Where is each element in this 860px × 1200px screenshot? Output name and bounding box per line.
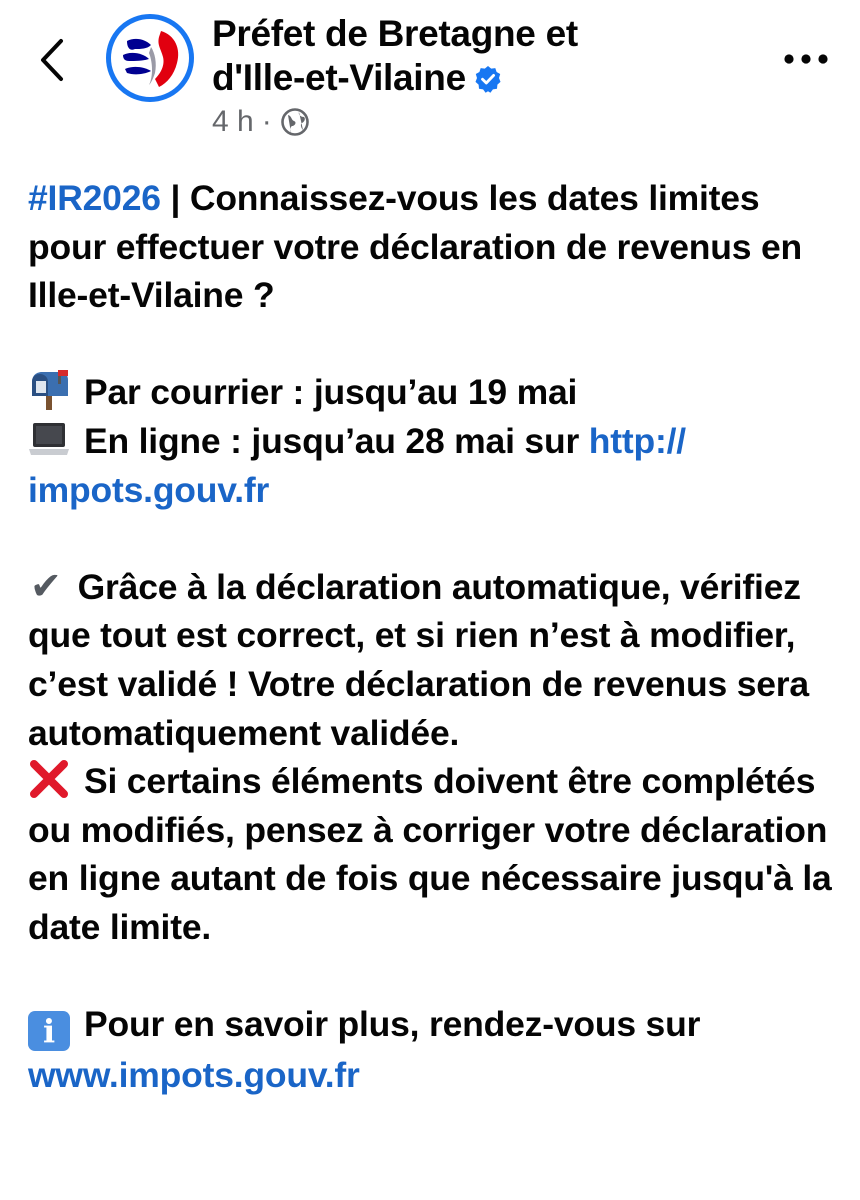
chevron-left-icon [39,38,65,82]
check-text: Grâce à la déclaration automatique, vérifiez que tout est correct, et si rien n’est à modifier, c’est validé ! Votre déclaration de revenus sera automatiquement validée. [28,566,809,753]
check-icon: ✔ [30,565,62,608]
spacer [28,952,840,1001]
avatar[interactable] [106,14,194,102]
mail-text: Par courrier : jusqu’au 19 mai [84,372,578,413]
intro-paragraph [28,174,840,320]
post-header [0,0,860,150]
impots-link-1[interactable]: http:// impots.gouv.fr [28,420,686,510]
page-name-line1: Préfet de Bretagne et [212,13,578,54]
cross-text: Si certains éléments doivent être complétés ou modifiés, pensez à corriger votre déclaration en ligne autant de fois que nécessaire jusqu'à la date limite. [28,761,832,947]
spacer [28,514,840,563]
info-icon: i [28,1011,70,1051]
spacer [28,320,840,369]
globe-icon [280,107,310,137]
online-text: En ligne : jusqu’au 28 mai sur [84,420,589,461]
laptop-icon [28,419,70,459]
mail-line [28,368,840,417]
impots-link-2[interactable]: www.impots.gouv.fr [28,1055,360,1096]
post-meta [212,104,310,140]
cross-paragraph [28,757,840,951]
page-name-line2 [212,56,732,100]
check-paragraph [28,563,840,757]
verified-badge-icon [474,65,502,93]
post-text [28,174,840,1100]
cross-mark-icon [28,759,70,799]
post-time[interactable]: 4 h [212,105,254,138]
online-line [28,417,840,514]
more-options-button[interactable] [776,34,836,84]
marianne-logo-icon [111,19,189,97]
info-paragraph [28,1000,840,1100]
page-name-line2-text: d'Ille-et-Vilaine [212,57,466,98]
mailbox-icon [28,370,70,410]
info-text: Pour en savoir plus, rendez-vous sur [84,1004,701,1045]
meta-separator: · [261,105,272,138]
intro-text: | Connaissez-vous les dates limites pour effectuer votre déclaration de revenus en Ille-et-Vilaine ? [28,178,803,316]
back-button[interactable] [30,32,74,88]
ellipsis-icon [784,54,828,64]
page-name[interactable] [212,12,732,100]
hashtag-link[interactable]: #IR2026 [28,178,161,218]
